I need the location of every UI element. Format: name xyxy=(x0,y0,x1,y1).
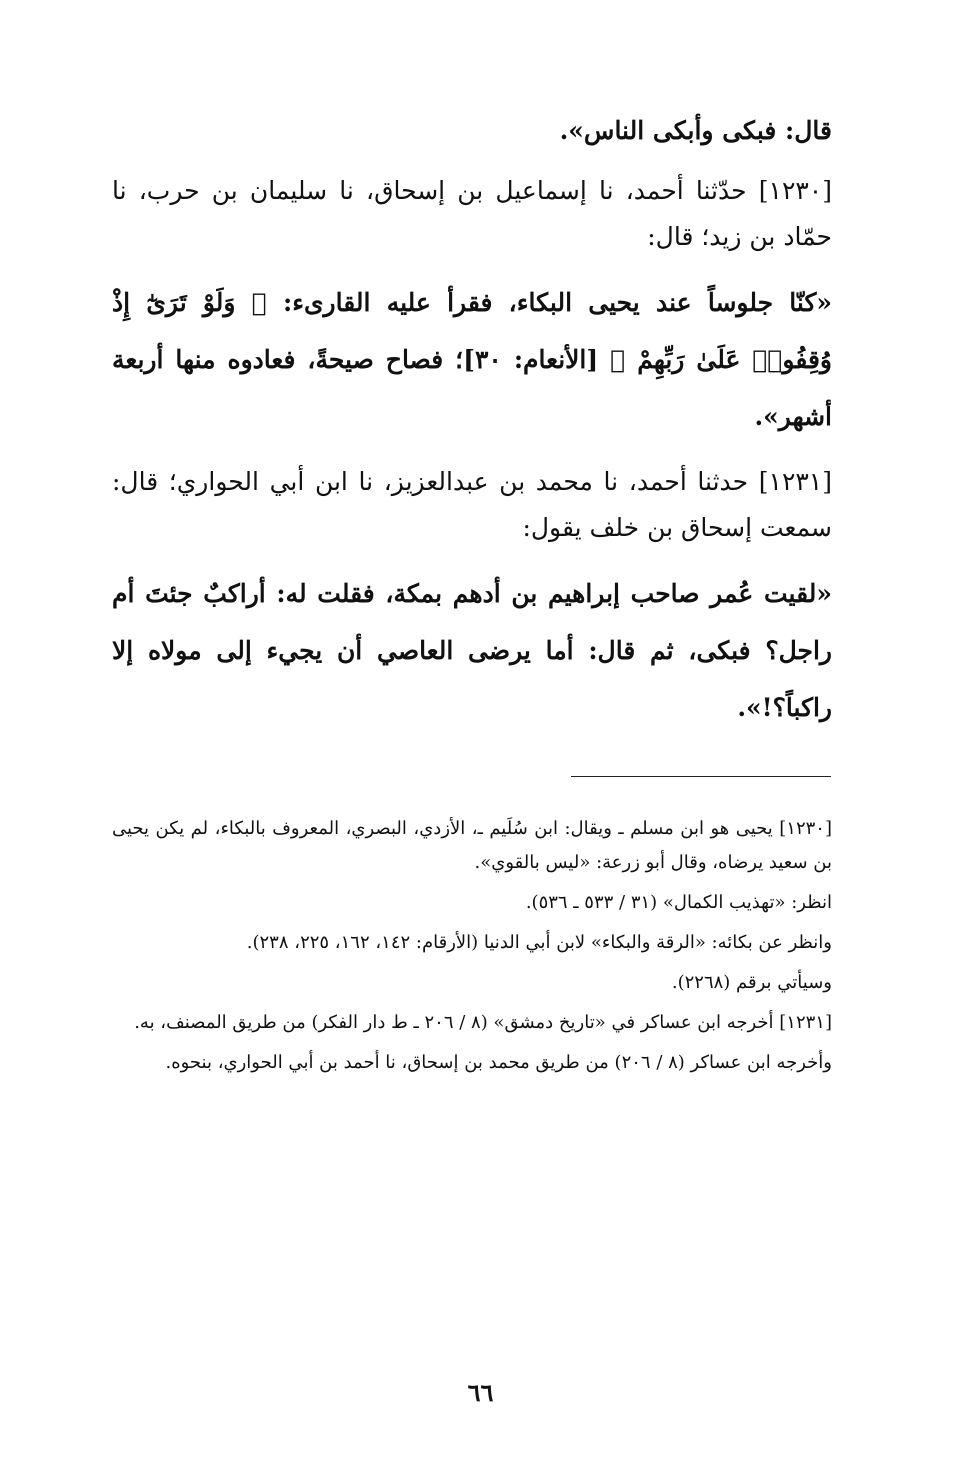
paragraph-1230-isnad: [١٢٣٠] حدّثنا أحمد، نا إسماعيل بن إسحاق، نا سليمان بن حرب، نا حمّاد بن زيد؛ قال: xyxy=(112,176,832,251)
footnotes xyxy=(112,812,832,1086)
footnote-see-tahdhib: انظر: «تهذيب الكمال» (٣١ / ٥٣٣ ـ ٥٣٦). xyxy=(525,892,832,913)
main-text xyxy=(112,108,832,750)
footnote-see-number: وسيأتي برقم (٢٢٦٨). xyxy=(671,972,832,993)
footnote-1230: [١٢٣٠] يحيى هو ابن مسلم ـ ويقال: ابن سُلَيم ـ، الأزدي، البصري، المعروف بالبكاء، لم يكن يحيى بن سعيد يرضاه، وقال أبو زرعة: «ليس بالقوي». xyxy=(112,818,832,873)
paragraph-closing: قال: فبكى وأبكى الناس». xyxy=(559,116,832,145)
footnote-1231-alt: وأخرجه ابن عساكر (٨ / ٢٠٦) من طريق محمد بن إسحاق، نا أحمد بن أبي الحواري، بنحوه. xyxy=(165,1052,832,1073)
footnote-divider xyxy=(571,776,831,777)
footnote-1231: [١٢٣١] أخرجه ابن عساكر في «تاريخ دمشق» (٨ / ٢٠٦ ـ ط دار الفكر) من طريق المصنف، به. xyxy=(134,1012,832,1033)
paragraph-1231-isnad: [١٢٣١] حدثنا أحمد، نا محمد بن عبدالعزيز، نا ابن أبي الحواري؛ قال: سمعت إسحاق بن خلف يقول: xyxy=(112,467,832,542)
quote-1231: «لقيت عُمر صاحب إبراهيم بن أدهم بمكة، فقلت له: أراكبٌ جئتَ أم راجل؟ فبكى، ثم قال: أما يرضى العاصي أن يجيء إلى مولاه إلا راكباً؟!». xyxy=(112,579,832,722)
quote-1230: «كنّا جلوساً عند يحيى البكاء، فقرأ عليه القارىء: ﴿ وَلَوْ تَرَىٰٓ إِذْ وُقِفُوا۟ عَلَىٰ رَبِّهِمْ ﴾ [الأنعام: ٣٠]؛ فصاح صيحةً، فعادوه منها أربعة أشهر». xyxy=(112,288,832,431)
footnote-see-riqqa: وانظر عن بكائه: «الرقة والبكاء» لابن أبي الدنيا (الأرقام: ١٤٢، ١٦٢، ٢٢٥، ٢٣٨). xyxy=(246,932,832,953)
page-number: ٦٦ xyxy=(467,1378,494,1407)
